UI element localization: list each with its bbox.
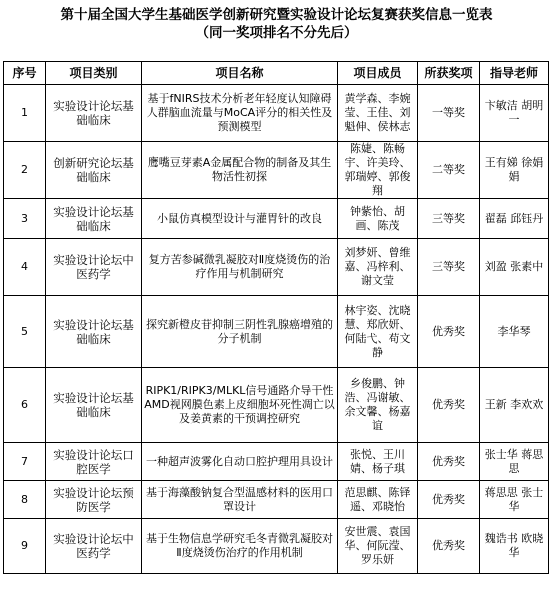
row-project-name: 基于生物信息学研究毛冬青微乳凝胶对Ⅱ度烧烫伤治疗的作用机制 bbox=[142, 519, 338, 574]
row-project-name: 基于fNIRS技术分析老年轻度认知障碍人群脑血流量与MoCA评分的相关性及预测模型 bbox=[142, 85, 338, 142]
row-advisor: 张士华 蒋思思 bbox=[480, 443, 549, 481]
table-row bbox=[4, 443, 549, 481]
row-no: 1 bbox=[4, 85, 46, 142]
row-category: 实验设计论坛中医药学 bbox=[46, 239, 142, 296]
row-category: 实验设计论坛中医药学 bbox=[46, 519, 142, 574]
row-award: 优秀奖 bbox=[418, 481, 480, 519]
row-no: 4 bbox=[4, 239, 46, 296]
row-project-name: 鹰嘴豆芽素A金属配合物的制备及其生物活性初探 bbox=[142, 142, 338, 199]
table-header-row bbox=[4, 62, 549, 85]
row-award: 优秀奖 bbox=[418, 368, 480, 443]
table-row bbox=[4, 199, 549, 239]
row-advisor: 王有娣 徐娟娟 bbox=[480, 142, 549, 199]
row-category: 实验设计论坛基础临床 bbox=[46, 85, 142, 142]
row-advisor: 王新 李欢欢 bbox=[480, 368, 549, 443]
row-award: 二等奖 bbox=[418, 142, 480, 199]
row-advisor: 蒋思思 张士华 bbox=[480, 481, 549, 519]
row-project-name: 小鼠仿真模型设计与灌胃针的改良 bbox=[142, 199, 338, 239]
row-project-name: RIPK1/RIPK3/MLKL信号通路介导干性AMD视网膜色素上皮细胞坏死性凋亡以及姜黄素的干预调控研究 bbox=[142, 368, 338, 443]
row-no: 5 bbox=[4, 296, 46, 368]
row-advisor: 卞敏洁 胡明一 bbox=[480, 85, 549, 142]
row-members: 刘梦妍、曾维嘉、冯梓利、谢文莹 bbox=[338, 239, 418, 296]
header-category: 项目类别 bbox=[46, 62, 142, 85]
row-advisor: 魏诰书 欧晓华 bbox=[480, 519, 549, 574]
row-award: 优秀奖 bbox=[418, 296, 480, 368]
header-award: 所获奖项 bbox=[418, 62, 480, 85]
row-no: 6 bbox=[4, 368, 46, 443]
row-no: 8 bbox=[4, 481, 46, 519]
document-title bbox=[0, 0, 553, 44]
table-row bbox=[4, 481, 549, 519]
table-row bbox=[4, 519, 549, 574]
row-members: 林宇姿、沈晓慧、郑欣妍、何陆弋、苟文静 bbox=[338, 296, 418, 368]
row-advisor: 翟磊 邱钰丹 bbox=[480, 199, 549, 239]
row-category: 实验设计论坛口腔医学 bbox=[46, 443, 142, 481]
row-members: 张悦、王川婧、杨子琪 bbox=[338, 443, 418, 481]
row-no: 7 bbox=[4, 443, 46, 481]
row-members: 安世震、袁国华、何阮滢、罗乐妍 bbox=[338, 519, 418, 574]
row-no: 3 bbox=[4, 199, 46, 239]
row-members: 范思麒、陈铎遥、邓晓怡 bbox=[338, 481, 418, 519]
title-line-2: （同一奖项排名不分先后） bbox=[195, 25, 358, 41]
table-row bbox=[4, 296, 549, 368]
header-members: 项目成员 bbox=[338, 62, 418, 85]
header-project-name: 项目名称 bbox=[142, 62, 338, 85]
row-project-name: 一种超声波雾化自动口腔护理用具设计 bbox=[142, 443, 338, 481]
row-advisor: 刘盈 张素中 bbox=[480, 239, 549, 296]
row-members: 乡俊鹏、钟浩、冯谢敏、余文馨、杨嘉谊 bbox=[338, 368, 418, 443]
row-project-name: 复方苦参碱微乳凝胶对Ⅱ度烧烫伤的治疗作用与机制研究 bbox=[142, 239, 338, 296]
award-table bbox=[3, 61, 549, 574]
table-row bbox=[4, 85, 549, 142]
table-row bbox=[4, 239, 549, 296]
row-award: 三等奖 bbox=[418, 199, 480, 239]
row-no: 2 bbox=[4, 142, 46, 199]
table-row bbox=[4, 142, 549, 199]
row-award: 一等奖 bbox=[418, 85, 480, 142]
row-category: 实验设计论坛基础临床 bbox=[46, 368, 142, 443]
table-row bbox=[4, 368, 549, 443]
row-advisor: 李华琴 bbox=[480, 296, 549, 368]
row-category: 实验设计论坛预防医学 bbox=[46, 481, 142, 519]
row-members: 陈婕、陈畅宇、许美玲、郭瑞婷、郭俊翔 bbox=[338, 142, 418, 199]
row-members: 钟紫怡、胡画、陈茂 bbox=[338, 199, 418, 239]
row-category: 实验设计论坛基础临床 bbox=[46, 199, 142, 239]
row-project-name: 基于海藻酸钠复合型温感材料的医用口罩设计 bbox=[142, 481, 338, 519]
header-no: 序号 bbox=[4, 62, 46, 85]
header-advisor: 指导老师 bbox=[480, 62, 549, 85]
row-category: 实验设计论坛基础临床 bbox=[46, 296, 142, 368]
row-award: 三等奖 bbox=[418, 239, 480, 296]
row-category: 创新研究论坛基础临床 bbox=[46, 142, 142, 199]
row-award: 优秀奖 bbox=[418, 519, 480, 574]
row-no: 9 bbox=[4, 519, 46, 574]
title-line-1: 第十届全国大学生基础医学创新研究暨实验设计论坛复赛获奖信息一览表 bbox=[60, 7, 493, 23]
row-members: 黄学森、李婉莹、王佳、刘魁伸、侯林志 bbox=[338, 85, 418, 142]
row-award: 优秀奖 bbox=[418, 443, 480, 481]
row-project-name: 探究新橙皮苷抑制三阴性乳腺癌增殖的分子机制 bbox=[142, 296, 338, 368]
